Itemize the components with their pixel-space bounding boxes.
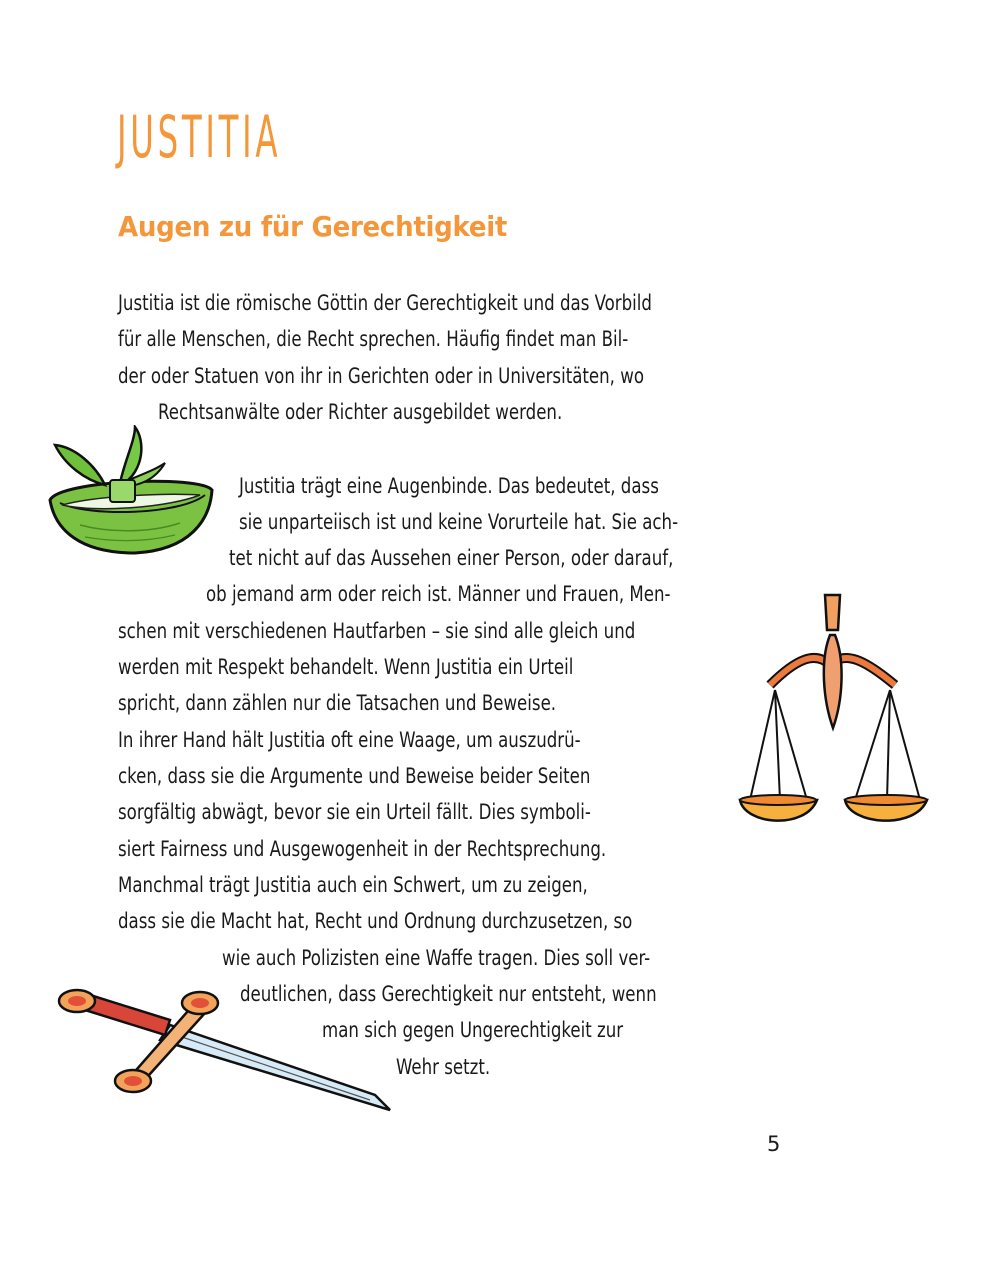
- page-number: 5: [767, 1132, 781, 1156]
- text-line: werden mit Respekt behandelt. Wenn Justitia ein Urteil: [118, 655, 574, 679]
- text-line: In ihrer Hand hält Justitia oft eine Waage, um auszudrü-: [118, 728, 581, 752]
- text-line: Wehr setzt.: [396, 1055, 491, 1079]
- text-line: sorgfältig abwägt, bevor sie ein Urteil fällt. Dies symboli-: [118, 800, 591, 824]
- text-line: siert Fairness und Ausgewogenheit in der Rechtsprechung.: [118, 837, 607, 861]
- page-title: JUSTITIA: [117, 103, 282, 171]
- blindfold-icon: [40, 425, 220, 560]
- text-line: für alle Menschen, die Recht sprechen. Häufig findet man Bil-: [118, 327, 629, 351]
- text-line: sie unparteiisch ist und keine Vorurteile hat. Sie ach-: [239, 510, 679, 534]
- text-line: der oder Statuen von ihr in Gerichten oder in Universitäten, wo: [118, 364, 645, 388]
- sword-icon: [55, 985, 400, 1115]
- text-line: Manchmal trägt Justitia auch ein Schwert, um zu zeigen,: [118, 873, 588, 897]
- text-line: Rechtsanwälte oder Richter ausgebildet werden.: [158, 400, 563, 424]
- text-line: Justitia ist die römische Göttin der Gerechtigkeit und das Vorbild: [118, 291, 652, 315]
- text-line: schen mit verschiedenen Hautfarben – sie sind alle gleich und: [118, 619, 636, 643]
- text-line: spricht, dann zählen nur die Tatsachen und Beweise.: [118, 691, 557, 715]
- page-subtitle: Augen zu für Gerechtigkeit: [118, 210, 508, 243]
- text-line: wie auch Polizisten eine Waffe tragen. Dies soll ver-: [222, 946, 651, 970]
- scales-icon: [735, 590, 955, 835]
- text-line: Justitia trägt eine Augenbinde. Das bedeutet, dass: [239, 474, 659, 498]
- text-line: dass sie die Macht hat, Recht und Ordnung durchzusetzen, so: [118, 909, 633, 933]
- text-line: man sich gegen Ungerechtigkeit zur: [322, 1018, 624, 1042]
- text-line: cken, dass sie die Argumente und Beweise beider Seiten: [118, 764, 591, 788]
- text-line: tet nicht auf das Aussehen einer Person, oder darauf,: [229, 546, 674, 570]
- text-line: ob jemand arm oder reich ist. Männer und Frauen, Men-: [206, 582, 671, 606]
- text-line: deutlichen, dass Gerechtigkeit nur entsteht, wenn: [240, 982, 657, 1006]
